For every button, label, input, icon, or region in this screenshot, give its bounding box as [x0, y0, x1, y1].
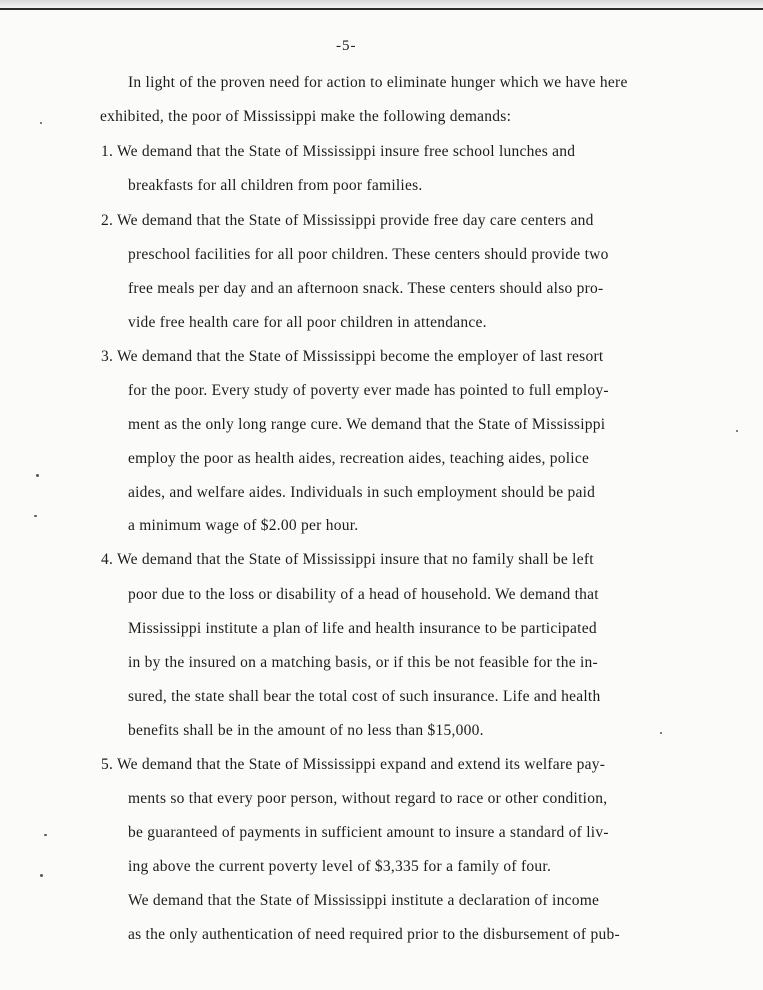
scan-speck [36, 474, 39, 477]
text-line: poor due to the loss or disability of a head of household. We demand that [128, 586, 599, 603]
scan-speck [660, 732, 662, 734]
text-line: as the only authentication of need required prior to the disbursement of pub- [128, 926, 620, 943]
text-line: sured, the state shall bear the total cost of such insurance. Life and health [128, 688, 601, 705]
text-line: We demand that the State of Mississippi institute a declaration of income [128, 892, 600, 909]
demand-1-line: 1. We demand that the State of Mississippi insure free school lunches and [101, 143, 576, 160]
scan-speck [40, 874, 43, 877]
text-line: exhibited, the poor of Mississippi make the following demands: [100, 108, 512, 125]
text-line: ments so that every poor person, without regard to race or other condition, [128, 790, 608, 807]
text-line: a minimum wage of $2.00 per hour. [128, 517, 359, 534]
demand-5-line: 5. We demand that the State of Mississippi expand and extend its welfare pay- [101, 756, 606, 773]
text-line: vide free health care for all poor children in attendance. [128, 314, 487, 331]
text-line: In light of the proven need for action to eliminate hunger which we have here [128, 74, 628, 91]
scan-speck [40, 122, 42, 124]
demand-3-line: 3. We demand that the State of Mississippi become the employer of last resort [101, 348, 604, 365]
text-line: benefits shall be in the amount of no less than $15,000. [128, 722, 484, 739]
demand-4-line: 4. We demand that the State of Mississippi insure that no family shall be left [101, 551, 594, 568]
text-line: ment as the only long range cure. We demand that the State of Mississippi [128, 416, 606, 433]
text-line: breakfasts for all children from poor families. [128, 177, 423, 194]
scanned-top-edge [0, 0, 763, 10]
text-line: ing above the current poverty level of $3,335 for a family of four. [128, 858, 552, 875]
text-line: for the poor. Every study of poverty ever made has pointed to full employ- [128, 382, 609, 399]
page-number: -5- [336, 38, 357, 54]
scan-speck [34, 515, 37, 517]
scan-speck [736, 430, 738, 432]
text-line: in by the insured on a matching basis, or if this be not feasible for the in- [128, 654, 598, 671]
scan-speck [44, 834, 47, 836]
text-line: be guaranteed of payments in sufficient amount to insure a standard of liv- [128, 824, 609, 841]
text-line: Mississippi institute a plan of life and health insurance to be participated [128, 620, 597, 637]
text-line: free meals per day and an afternoon snack. These centers should also pro- [128, 280, 604, 297]
demand-2-line: 2. We demand that the State of Mississippi provide free day care centers and [101, 212, 594, 229]
text-line: aides, and welfare aides. Individuals in such employment should be paid [128, 484, 596, 501]
text-line: employ the poor as health aides, recreation aides, teaching aides, police [128, 450, 590, 467]
text-line: preschool facilities for all poor children. These centers should provide two [128, 246, 609, 263]
